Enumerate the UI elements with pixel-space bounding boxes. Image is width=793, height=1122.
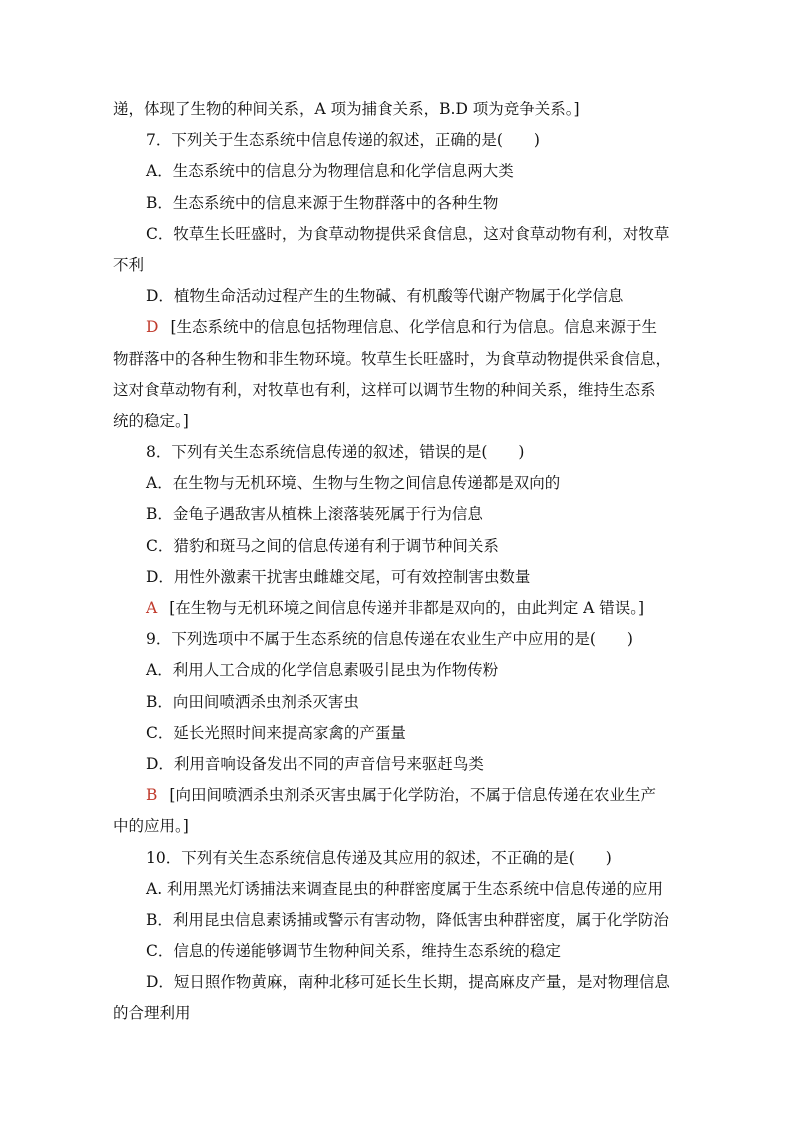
question-9-stem: 9．下列选项中不属于生态系统的信息传递在农业生产中应用的是( ) xyxy=(146,630,633,649)
question-9-explanation-text: [向田间喷洒杀虫剂杀灭害虫属于化学防治，不属于信息传递在农业生产 xyxy=(169,786,656,805)
question-7-answer: D xyxy=(146,318,159,337)
prev-explanation-line: 递，体现了生物的种间关系，A 项为捕食关系，B.D 项为竞争关系。] xyxy=(113,100,580,118)
question-7-option-c: C．牧草生长旺盛时，为食草动物提供采食信息，这对食草动物有利，对牧草 xyxy=(146,224,670,243)
question-7-stem: 7．下列关于生态系统中信息传递的叙述，正确的是( ) xyxy=(146,131,540,150)
question-7-option-d: D．植物生命活动过程产生的生物碱、有机酸等代谢产物属于化学信息 xyxy=(146,287,624,306)
question-7-explanation-1 xyxy=(113,312,683,343)
question-9-option-a: A．利用人工合成的化学信息素吸引昆虫为作物传粉 xyxy=(146,661,499,680)
question-10-option-d: D．短日照作物黄麻，南种北移可延长生长期，提高麻皮产量，是对物理信息 xyxy=(146,973,670,992)
question-7-option-a: A．生态系统中的信息分为物理信息和化学信息两大类 xyxy=(146,162,514,181)
question-7-explanation-3: 这对食草动物有利，对牧草也有利，这样可以调节生物的种间关系，维持生态系 xyxy=(113,380,656,399)
question-10-stem: 10．下列有关生态系统信息传递及其应用的叙述，不正确的是( ) xyxy=(146,848,612,867)
question-9-option-c: C．延长光照时间来提高家禽的产蛋量 xyxy=(146,723,406,742)
question-9-explanation-2: 中的应用。] xyxy=(113,817,189,836)
question-9-option-b: B．向田间喷洒杀虫剂杀灭害虫 xyxy=(146,692,359,711)
question-8-option-d: D．用性外激素干扰害虫雌雄交尾，可有效控制害虫数量 xyxy=(146,567,531,586)
question-7-explanation-text: [生态系统中的信息包括物理信息、化学信息和行为信息。信息来源于生 xyxy=(170,318,657,337)
question-7-option-c-cont: 不利 xyxy=(113,255,145,274)
question-8-option-c: C．猎豹和斑马之间的信息传递有利于调节种间关系 xyxy=(146,536,499,555)
question-8-option-a: A．在生物与无机环境、生物与生物之间信息传递都是双向的 xyxy=(146,474,561,493)
question-10-option-d-cont: 的合理利用 xyxy=(113,1004,191,1023)
question-7-explanation-4: 统的稳定。] xyxy=(113,411,189,430)
question-8-option-b: B．金龟子遇敌害从植株上滚落装死属于行为信息 xyxy=(146,505,483,524)
question-10-option-a: A. 利用黑光灯诱捕法来调查昆虫的种群密度属于生态系统中信息传递的应用 xyxy=(146,879,664,898)
document-page xyxy=(113,94,683,1030)
question-8-explanation-text: [在生物与无机环境之间信息传递并非都是双向的，由此判定 A 错误。] xyxy=(169,599,645,617)
question-10-option-c: C．信息的传递能够调节生物种间关系，维持生态系统的稳定 xyxy=(146,942,561,961)
question-8-explanation-1 xyxy=(113,593,683,624)
question-7-explanation-2: 物群落中的各种生物和非生物环境。牧草生长旺盛时，为食草动物提供采食信息， xyxy=(113,349,672,368)
question-8-answer: A xyxy=(146,599,158,617)
question-9-explanation-1 xyxy=(113,780,683,811)
question-7-option-b: B．生态系统中的信息来源于生物群落中的各种生物 xyxy=(146,193,499,212)
question-9-answer: B xyxy=(146,786,158,805)
question-10-option-b: B．利用昆虫信息素诱捕或警示有害动物，降低害虫种群密度，属于化学防治 xyxy=(146,910,669,929)
question-8-stem: 8．下列有关生态系统信息传递的叙述，错误的是( ) xyxy=(146,443,525,462)
question-9-option-d: D．利用音响设备发出不同的声音信号来驱赶鸟类 xyxy=(146,754,484,773)
